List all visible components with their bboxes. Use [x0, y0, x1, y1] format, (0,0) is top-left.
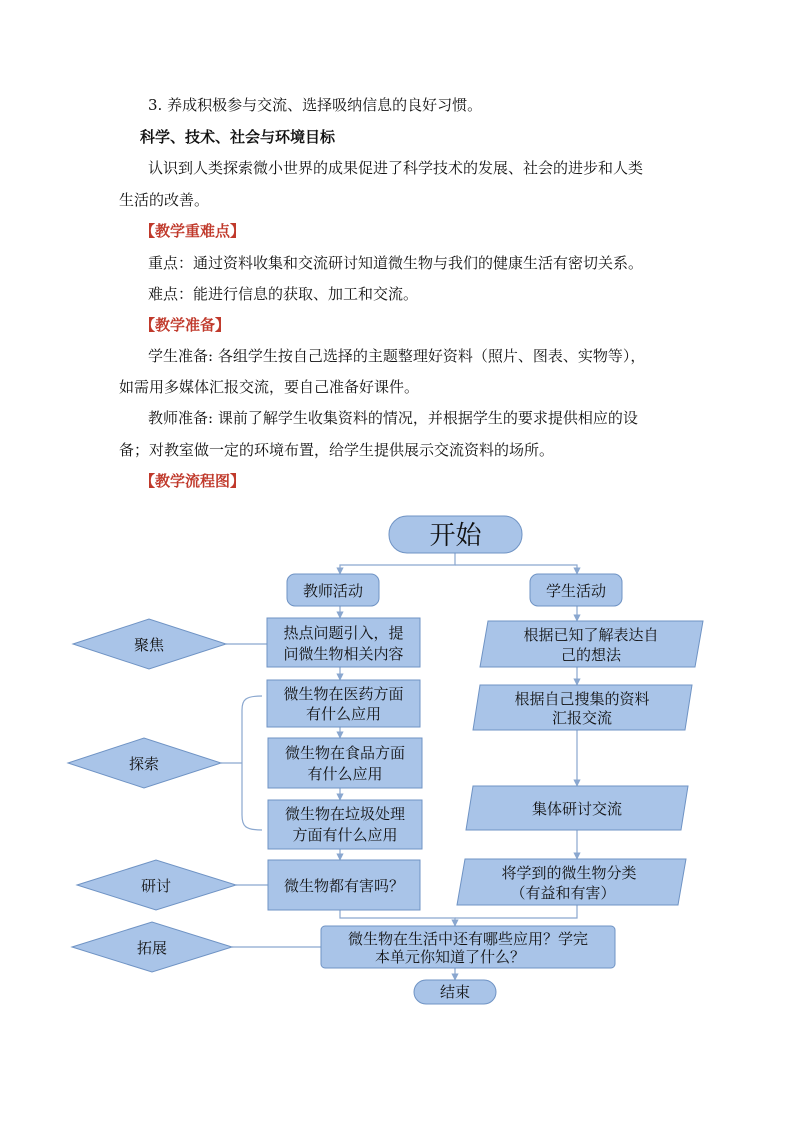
start-label: 开始	[429, 521, 482, 551]
heading-sts-goals: 科学、技术、社会与环境目标	[140, 128, 336, 146]
teacher-step-waste-line1: 微生物在垃圾处理	[284, 805, 406, 823]
student-step-discuss	[466, 786, 688, 830]
goal-line-3: 3. 养成积极参与交流、选择吸纳信息的良好习惯。	[148, 96, 483, 114]
difficult-point-text: 难点：能进行信息的获取、加工和交流。	[148, 285, 419, 303]
sts-paragraph-line2: 生活的改善。	[119, 191, 210, 209]
student-step-express-line2: 己的想法	[560, 646, 622, 664]
student-step-report-line1: 根据自己搜集的资料	[514, 690, 650, 708]
student-step-report-line2: 汇报交流	[551, 709, 613, 727]
student-step-report	[473, 685, 692, 730]
flow-start	[389, 516, 522, 553]
teacher-prep-line2: 备；对教室做一定的环境布置，给学生提供展示交流资料的场所。	[119, 441, 555, 459]
student-prep-line2: 如需用多媒体汇报交流，要自己准备好课件。	[119, 378, 420, 396]
teacher-step-intro-line2: 问微生物相关内容	[283, 645, 404, 663]
teacher-step-waste	[268, 800, 422, 849]
student-step-classify	[457, 859, 686, 905]
student-activity-header	[530, 574, 622, 606]
flow-end	[414, 980, 496, 1004]
stage-discuss-label: 研讨	[140, 877, 172, 895]
teacher-step-harmful	[268, 860, 420, 910]
stage-explore-diamond	[68, 738, 221, 788]
teacher-step-food	[268, 738, 422, 788]
teacher-prep-line1: 教师准备: 课前了解学生收集资料的情况，并根据学生的要求提供相应的设	[148, 409, 638, 427]
stage-focus-diamond	[73, 619, 226, 669]
final-reflection-box	[321, 926, 615, 968]
teacher-step-intro-line1: 热点问题引入，提	[283, 624, 404, 642]
teacher-step-medicine-line2: 有什么应用	[305, 705, 382, 723]
end-label: 结束	[439, 983, 471, 1001]
teacher-activity-header	[287, 574, 379, 606]
student-step-express-line1: 根据已知了解表达自	[523, 626, 659, 644]
teacher-step-food-line2: 有什么应用	[307, 765, 383, 783]
stage-extend-diamond	[72, 922, 232, 972]
student-activity-label: 学生活动	[545, 582, 607, 600]
teacher-step-medicine	[267, 680, 420, 727]
student-step-classify-line2: （有益和有害）	[510, 884, 616, 902]
sts-paragraph-line1: 认识到人类探索微小世界的成果促进了科学技术的发展、社会的进步和人类	[148, 159, 644, 177]
student-step-classify-line1: 将学到的微生物分类	[501, 864, 637, 882]
student-prep-line1: 学生准备: 各组学生按自己选择的主题整理好资料（照片、图表、实物等），	[148, 347, 646, 365]
teacher-step-harmful-label: 微生物都有害吗？	[283, 877, 405, 895]
teacher-step-medicine-line1: 微生物在医药方面	[283, 685, 404, 703]
section-preparation: 【教学准备】	[140, 316, 231, 334]
stage-explore-label: 探索	[128, 755, 160, 773]
student-step-discuss-label: 集体研讨交流	[531, 800, 623, 818]
key-point-text: 重点：通过资料收集和交流研讨知道微生物与我们的健康生活有密切关系。	[148, 254, 644, 272]
stage-extend-label: 拓展	[136, 939, 168, 957]
section-key-points: 【教学重难点】	[140, 222, 246, 240]
final-reflection-line1: 微生物在生活中还有哪些应用？学完	[347, 930, 589, 948]
teacher-step-intro	[267, 618, 420, 667]
student-step-express	[480, 621, 703, 667]
teacher-step-waste-line2: 方面有什么应用	[292, 826, 398, 844]
stage-discuss-diamond	[77, 860, 236, 910]
final-reflection-line2: 本单元你知道了什么？	[374, 948, 526, 966]
section-flowchart: 【教学流程图】	[140, 472, 246, 490]
teacher-step-food-line1: 微生物在食品方面	[284, 744, 406, 762]
teacher-activity-label: 教师活动	[302, 582, 364, 600]
stage-focus-label: 聚焦	[133, 636, 165, 654]
